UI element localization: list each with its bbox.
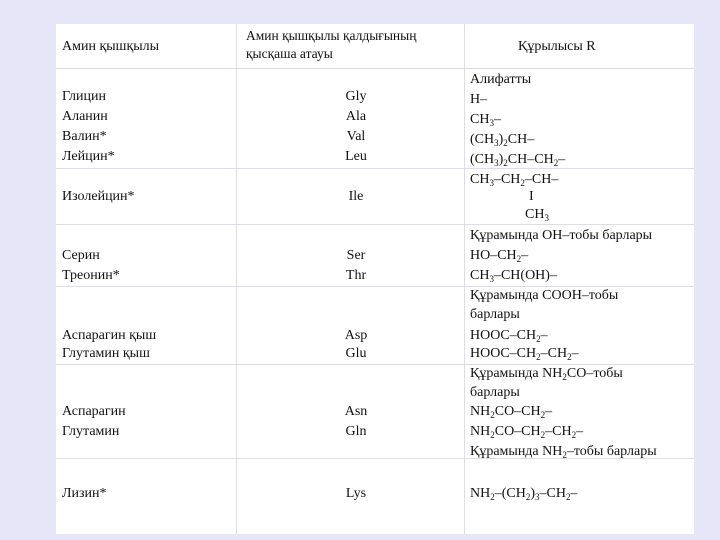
header-amino-acid: Амин қышқылы bbox=[62, 39, 160, 54]
r-formula-val: $(CH_3)_2CH-$ bbox=[470, 132, 535, 148]
group-label-aliphatic: Алифатты bbox=[470, 72, 532, 87]
amino-acid-name: Валин* bbox=[62, 129, 107, 144]
amino-acid-name: Лейцин* bbox=[62, 149, 115, 164]
group-label-amide-cont: барлары bbox=[470, 385, 520, 400]
row-divider bbox=[56, 168, 694, 169]
amino-acid-name: Серин bbox=[62, 248, 100, 263]
amino-acid-name: Треонин* bbox=[62, 268, 120, 283]
r-formula-leu: $(CH_3)_2CH-CH_2-$ bbox=[470, 152, 566, 168]
amino-acid-abbr: Ser bbox=[346, 248, 366, 263]
r-formula-gly: H– bbox=[470, 92, 488, 107]
r-formula-thr: $CH_3-CH(OH)-$ bbox=[470, 268, 557, 284]
amino-acid-name: Изолейцин* bbox=[62, 189, 135, 204]
r-formula-glu: HOOC–$CH_2-CH_2-$ bbox=[470, 346, 579, 362]
amino-acid-table bbox=[56, 24, 694, 534]
r-formula-asn: $NH_2CO-CH_2-$ bbox=[470, 404, 553, 420]
r-formula-ile: $CH_3-CH_2-CH-$ bbox=[470, 172, 559, 188]
amino-acid-abbr: Asn bbox=[344, 404, 368, 419]
r-formula-ile-branch: $CH_3$ bbox=[525, 207, 549, 223]
amino-acid-name: Аланин bbox=[62, 109, 108, 124]
group-label-amide: Құрамында $NH_2CO$–тобы bbox=[470, 366, 623, 382]
amino-acid-name: Глицин bbox=[62, 89, 106, 104]
amino-acid-name: Аспарагин bbox=[62, 404, 126, 419]
group-label-acidic: Құрамында COOH–тобы bbox=[470, 288, 619, 303]
amino-acid-abbr: Leu bbox=[345, 149, 367, 164]
amino-acid-name: Аспарагин қыш bbox=[62, 328, 157, 343]
r-formula-ala: $CH_3-$ bbox=[470, 112, 501, 128]
amino-acid-abbr: Val bbox=[346, 129, 366, 144]
group-label-hydroxy: Құрамында OH–тобы барлары bbox=[470, 228, 653, 243]
header-abbreviation-line1: Амин қышқылы қалдығының bbox=[246, 28, 417, 43]
amino-acid-name: Лизин* bbox=[62, 486, 107, 501]
amino-acid-abbr: Asp bbox=[344, 328, 368, 343]
row-divider bbox=[56, 224, 694, 225]
amino-acid-abbr: Thr bbox=[345, 268, 367, 283]
amino-acid-abbr: Gln bbox=[345, 424, 367, 439]
amino-acid-abbr: Ala bbox=[345, 109, 367, 124]
header-abbreviation-line2: қысқаша атауы bbox=[246, 46, 333, 61]
header-structure: Құрылысы R bbox=[518, 39, 596, 54]
r-formula-ile-bond: I bbox=[529, 189, 534, 204]
amino-acid-abbr: Lys bbox=[345, 486, 367, 501]
r-formula-gln: $NH_2CO-CH_2-CH_2-$ bbox=[470, 424, 584, 440]
amino-acid-name: Глутамин bbox=[62, 424, 120, 439]
header-divider bbox=[56, 68, 694, 69]
r-formula-lys: $NH_2-(CH_2)_3-CH_2-$ bbox=[470, 486, 578, 502]
r-formula-ser: $HO-CH_2-$ bbox=[470, 248, 529, 264]
amino-acid-abbr: Gly bbox=[345, 89, 367, 104]
group-label-basic: Құрамында $NH_2$–тобы барлары bbox=[470, 444, 657, 460]
group-label-acidic-cont: барлары bbox=[470, 307, 520, 322]
amino-acid-abbr: Ile bbox=[348, 189, 364, 204]
amino-acid-abbr: Glu bbox=[345, 346, 367, 361]
r-formula-asp: HOOC–$CH_2-$ bbox=[470, 328, 548, 344]
amino-acid-name: Глутамин қыш bbox=[62, 346, 150, 361]
